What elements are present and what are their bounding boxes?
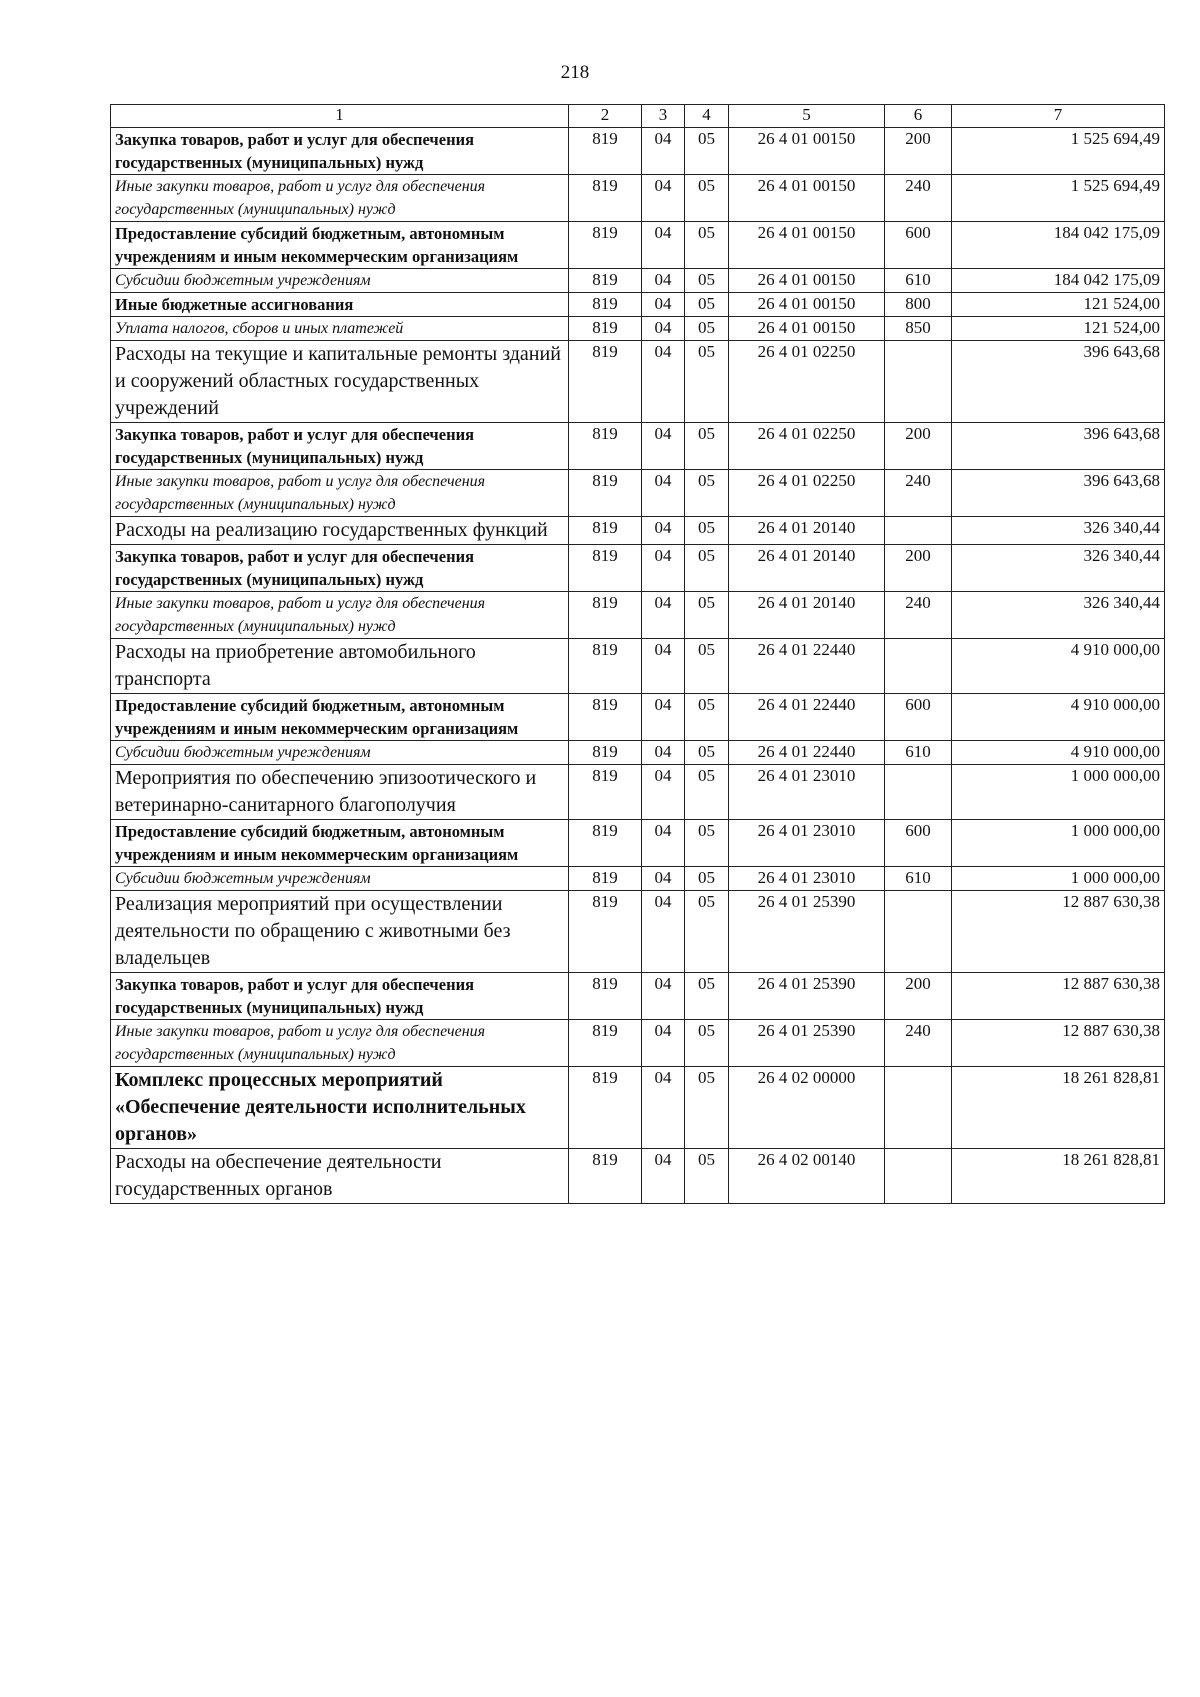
row-code-podrazdel: 05: [685, 1067, 729, 1149]
column-header-2: 2: [569, 105, 642, 128]
row-code-razdel: 04: [642, 1067, 685, 1149]
row-name: Субсидии бюджетным учреждениям: [111, 741, 569, 765]
row-code-target: 26 4 01 02250: [729, 470, 885, 517]
row-name: Закупка товаров, работ и услуг для обеспечения государственных (муниципальных) нужд: [111, 128, 569, 175]
row-code-vid: 600: [885, 222, 952, 269]
row-code-vid: 200: [885, 973, 952, 1020]
row-code-razdel: 04: [642, 592, 685, 639]
row-code-target: 26 4 02 00000: [729, 1067, 885, 1149]
row-code-vid: [885, 639, 952, 694]
row-code-target: 26 4 01 00150: [729, 175, 885, 222]
row-code-podrazdel: 05: [685, 891, 729, 973]
row-code-razdel: 04: [642, 222, 685, 269]
row-code-glava: 819: [569, 175, 642, 222]
row-code-razdel: 04: [642, 293, 685, 317]
row-name: Расходы на приобретение автомобильного транспорта: [111, 639, 569, 694]
row-amount: 326 340,44: [952, 517, 1165, 545]
column-header-7: 7: [952, 105, 1165, 128]
row-code-razdel: 04: [642, 545, 685, 592]
column-header-5: 5: [729, 105, 885, 128]
table-row: [111, 891, 1165, 973]
row-code-razdel: 04: [642, 741, 685, 765]
budget-table: [110, 104, 1165, 1204]
row-name: Иные закупки товаров, работ и услуг для обеспечения государственных (муниципальных) нужд: [111, 1020, 569, 1067]
row-code-vid: 610: [885, 867, 952, 891]
row-code-glava: 819: [569, 639, 642, 694]
row-code-razdel: 04: [642, 517, 685, 545]
row-amount: 1 000 000,00: [952, 867, 1165, 891]
row-name: Мероприятия по обеспечению эпизоотического и ветеринарно-санитарного благополучия: [111, 765, 569, 820]
row-code-vid: [885, 765, 952, 820]
row-code-target: 26 4 01 25390: [729, 973, 885, 1020]
row-code-glava: 819: [569, 269, 642, 293]
row-code-vid: 240: [885, 1020, 952, 1067]
row-amount: 121 524,00: [952, 293, 1165, 317]
row-code-podrazdel: 05: [685, 867, 729, 891]
row-amount: 4 910 000,00: [952, 694, 1165, 741]
table-row: [111, 1149, 1165, 1204]
row-code-target: 26 4 01 22440: [729, 639, 885, 694]
table-row: [111, 694, 1165, 741]
row-amount: 396 643,68: [952, 423, 1165, 470]
row-code-target: 26 4 02 00140: [729, 1149, 885, 1204]
row-code-glava: 819: [569, 765, 642, 820]
row-name: Субсидии бюджетным учреждениям: [111, 269, 569, 293]
row-amount: 184 042 175,09: [952, 222, 1165, 269]
row-amount: 396 643,68: [952, 341, 1165, 423]
table-body: [111, 128, 1165, 1204]
row-code-podrazdel: 05: [685, 592, 729, 639]
row-code-vid: [885, 891, 952, 973]
row-code-podrazdel: 05: [685, 820, 729, 867]
row-code-vid: 610: [885, 741, 952, 765]
row-code-vid: [885, 1149, 952, 1204]
table-row: [111, 175, 1165, 222]
row-name: Предоставление субсидий бюджетным, автономным учреждениям и иным некоммерческим организациям: [111, 820, 569, 867]
row-code-podrazdel: 05: [685, 517, 729, 545]
row-code-podrazdel: 05: [685, 973, 729, 1020]
row-code-glava: 819: [569, 317, 642, 341]
row-amount: 4 910 000,00: [952, 639, 1165, 694]
row-code-glava: 819: [569, 423, 642, 470]
row-code-podrazdel: 05: [685, 1020, 729, 1067]
row-amount: 12 887 630,38: [952, 891, 1165, 973]
row-amount: 396 643,68: [952, 470, 1165, 517]
row-amount: 4 910 000,00: [952, 741, 1165, 765]
row-name: Иные закупки товаров, работ и услуг для обеспечения государственных (муниципальных) нужд: [111, 592, 569, 639]
row-code-razdel: 04: [642, 470, 685, 517]
row-code-glava: 819: [569, 1067, 642, 1149]
row-name: Иные закупки товаров, работ и услуг для обеспечения государственных (муниципальных) нужд: [111, 470, 569, 517]
row-amount: 1 000 000,00: [952, 820, 1165, 867]
table-row: [111, 222, 1165, 269]
row-code-vid: [885, 517, 952, 545]
row-code-podrazdel: 05: [685, 423, 729, 470]
row-name: Расходы на текущие и капитальные ремонты зданий и сооружений областных государственных учреждений: [111, 341, 569, 423]
row-code-vid: 600: [885, 820, 952, 867]
table-row: [111, 1020, 1165, 1067]
row-code-vid: [885, 1067, 952, 1149]
row-code-target: 26 4 01 20140: [729, 545, 885, 592]
row-amount: 184 042 175,09: [952, 269, 1165, 293]
row-code-glava: 819: [569, 820, 642, 867]
row-code-target: 26 4 01 02250: [729, 423, 885, 470]
row-code-glava: 819: [569, 128, 642, 175]
row-code-glava: 819: [569, 222, 642, 269]
row-code-glava: 819: [569, 545, 642, 592]
row-code-vid: 240: [885, 175, 952, 222]
row-code-glava: 819: [569, 517, 642, 545]
row-code-razdel: 04: [642, 317, 685, 341]
row-code-vid: 610: [885, 269, 952, 293]
row-name: Предоставление субсидий бюджетным, автономным учреждениям и иным некоммерческим организациям: [111, 694, 569, 741]
row-code-razdel: 04: [642, 341, 685, 423]
row-amount: 326 340,44: [952, 545, 1165, 592]
row-code-podrazdel: 05: [685, 128, 729, 175]
row-code-razdel: 04: [642, 423, 685, 470]
row-amount: 12 887 630,38: [952, 973, 1165, 1020]
row-code-podrazdel: 05: [685, 694, 729, 741]
row-code-glava: 819: [569, 891, 642, 973]
row-amount: 121 524,00: [952, 317, 1165, 341]
row-code-glava: 819: [569, 1020, 642, 1067]
table-row: [111, 820, 1165, 867]
table-row: [111, 1067, 1165, 1149]
row-code-glava: 819: [569, 341, 642, 423]
row-amount: 12 887 630,38: [952, 1020, 1165, 1067]
row-name: Закупка товаров, работ и услуг для обеспечения государственных (муниципальных) нужд: [111, 545, 569, 592]
row-code-podrazdel: 05: [685, 1149, 729, 1204]
page-number: 218: [560, 62, 590, 83]
column-header-1: 1: [111, 105, 569, 128]
table-row: [111, 470, 1165, 517]
row-code-target: 26 4 01 23010: [729, 765, 885, 820]
row-code-podrazdel: 05: [685, 639, 729, 694]
row-code-target: 26 4 01 00150: [729, 293, 885, 317]
row-code-target: 26 4 01 25390: [729, 1020, 885, 1067]
table-row: [111, 128, 1165, 175]
row-code-vid: 240: [885, 592, 952, 639]
row-code-podrazdel: 05: [685, 269, 729, 293]
row-code-podrazdel: 05: [685, 175, 729, 222]
row-code-razdel: 04: [642, 1020, 685, 1067]
row-code-glava: 819: [569, 1149, 642, 1204]
table-row: [111, 517, 1165, 545]
row-name: Иные бюджетные ассигнования: [111, 293, 569, 317]
row-name: Уплата налогов, сборов и иных платежей: [111, 317, 569, 341]
row-code-glava: 819: [569, 741, 642, 765]
row-code-glava: 819: [569, 973, 642, 1020]
row-code-podrazdel: 05: [685, 317, 729, 341]
row-code-target: 26 4 01 23010: [729, 820, 885, 867]
row-code-razdel: 04: [642, 1149, 685, 1204]
row-code-target: 26 4 01 00150: [729, 317, 885, 341]
row-code-glava: 819: [569, 293, 642, 317]
row-code-target: 26 4 01 20140: [729, 517, 885, 545]
row-code-glava: 819: [569, 592, 642, 639]
table-row: [111, 592, 1165, 639]
table-header: [111, 105, 1165, 128]
row-code-target: 26 4 01 22440: [729, 694, 885, 741]
row-code-target: 26 4 01 22440: [729, 741, 885, 765]
row-code-razdel: 04: [642, 694, 685, 741]
row-code-razdel: 04: [642, 639, 685, 694]
row-code-podrazdel: 05: [685, 222, 729, 269]
row-code-vid: [885, 341, 952, 423]
row-code-target: 26 4 01 23010: [729, 867, 885, 891]
row-code-glava: 819: [569, 867, 642, 891]
row-amount: 18 261 828,81: [952, 1067, 1165, 1149]
row-code-target: 26 4 01 20140: [729, 592, 885, 639]
column-header-3: 3: [642, 105, 685, 128]
row-code-vid: 850: [885, 317, 952, 341]
row-amount: 1 525 694,49: [952, 128, 1165, 175]
row-code-razdel: 04: [642, 820, 685, 867]
row-name: Закупка товаров, работ и услуг для обеспечения государственных (муниципальных) нужд: [111, 973, 569, 1020]
row-code-podrazdel: 05: [685, 470, 729, 517]
row-name: Субсидии бюджетным учреждениям: [111, 867, 569, 891]
row-code-podrazdel: 05: [685, 341, 729, 423]
row-code-razdel: 04: [642, 973, 685, 1020]
table-row: [111, 341, 1165, 423]
row-amount: 1 000 000,00: [952, 765, 1165, 820]
row-code-glava: 819: [569, 470, 642, 517]
row-code-podrazdel: 05: [685, 293, 729, 317]
row-code-razdel: 04: [642, 269, 685, 293]
row-code-podrazdel: 05: [685, 741, 729, 765]
row-amount: 1 525 694,49: [952, 175, 1165, 222]
row-code-razdel: 04: [642, 765, 685, 820]
row-name: Расходы на реализацию государственных функций: [111, 517, 569, 545]
table-row: [111, 293, 1165, 317]
row-name: Иные закупки товаров, работ и услуг для обеспечения государственных (муниципальных) нужд: [111, 175, 569, 222]
row-amount: 18 261 828,81: [952, 1149, 1165, 1204]
row-code-razdel: 04: [642, 175, 685, 222]
row-code-razdel: 04: [642, 891, 685, 973]
row-code-glava: 819: [569, 694, 642, 741]
row-code-vid: 600: [885, 694, 952, 741]
table-row: [111, 269, 1165, 293]
table-row: [111, 973, 1165, 1020]
row-code-target: 26 4 01 00150: [729, 222, 885, 269]
row-name: Закупка товаров, работ и услуг для обеспечения государственных (муниципальных) нужд: [111, 423, 569, 470]
row-code-razdel: 04: [642, 867, 685, 891]
table-row: [111, 765, 1165, 820]
row-code-vid: 200: [885, 423, 952, 470]
table-row: [111, 317, 1165, 341]
row-code-podrazdel: 05: [685, 545, 729, 592]
table-row: [111, 867, 1165, 891]
table-row: [111, 639, 1165, 694]
column-header-4: 4: [685, 105, 729, 128]
row-code-vid: 200: [885, 545, 952, 592]
row-code-target: 26 4 01 00150: [729, 269, 885, 293]
header-row: [111, 105, 1165, 128]
row-name: Расходы на обеспечение деятельности государственных органов: [111, 1149, 569, 1204]
row-amount: 326 340,44: [952, 592, 1165, 639]
row-name: Предоставление субсидий бюджетным, автономным учреждениям и иным некоммерческим организациям: [111, 222, 569, 269]
row-code-target: 26 4 01 00150: [729, 128, 885, 175]
row-code-vid: 240: [885, 470, 952, 517]
row-name: Комплекс процессных мероприятий «Обеспечение деятельности исполнительных органов»: [111, 1067, 569, 1149]
row-code-razdel: 04: [642, 128, 685, 175]
column-header-6: 6: [885, 105, 952, 128]
row-name: Реализация мероприятий при осуществлении деятельности по обращению с животными без владельцев: [111, 891, 569, 973]
table-row: [111, 741, 1165, 765]
table-row: [111, 545, 1165, 592]
table-row: [111, 423, 1165, 470]
row-code-target: 26 4 01 25390: [729, 891, 885, 973]
row-code-vid: 200: [885, 128, 952, 175]
row-code-target: 26 4 01 02250: [729, 341, 885, 423]
row-code-vid: 800: [885, 293, 952, 317]
row-code-podrazdel: 05: [685, 765, 729, 820]
